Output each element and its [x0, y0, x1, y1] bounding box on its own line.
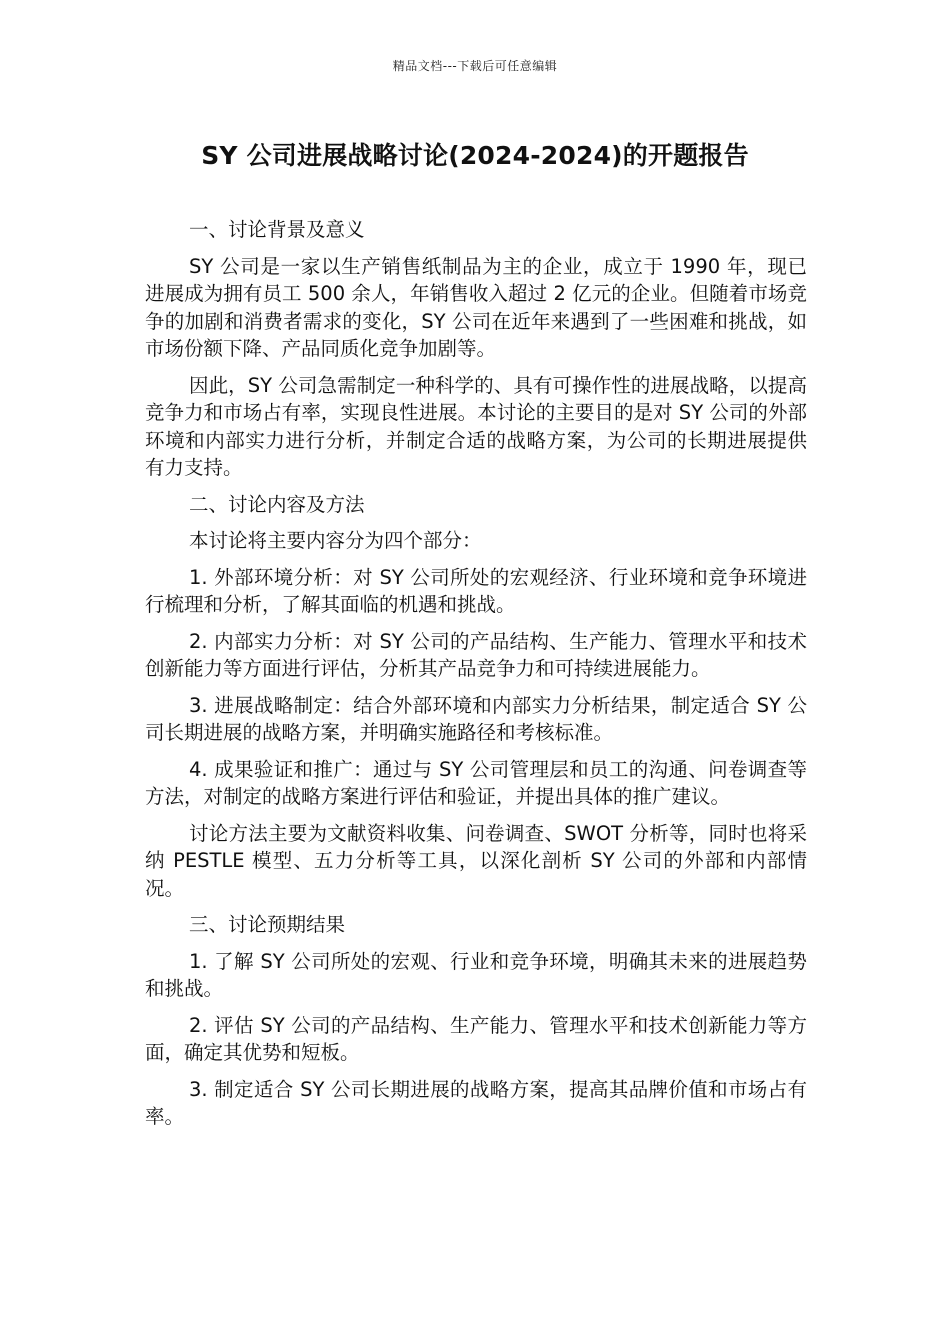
- section-3-item-1: 1. 了解 SY 公司所处的宏观、行业和竞争环境，明确其未来的进展趋势和挑战。: [145, 949, 807, 1000]
- document-title: SY 公司进展战略讨论(2024-2024)的开题报告: [201, 141, 749, 170]
- section-3-item-2: 2. 评估 SY 公司的产品结构、生产能力、管理水平和技术创新能力等方面，确定其优势和短板。: [145, 1013, 807, 1064]
- section-2-item-3: 3. 进展战略制定：结合外部环境和内部实力分析结果，制定适合 SY 公司长期进展的战略方案，并明确实施路径和考核标准。: [145, 693, 807, 744]
- section-2-item-1: 1. 外部环境分析：对 SY 公司所处的宏观经济、行业环境和竞争环境进行梳理和分析，了解其面临的机遇和挑战。: [145, 565, 807, 616]
- document-body: [145, 216, 807, 1140]
- section-1-heading: 一、讨论背景及意义: [189, 218, 365, 241]
- section-2-intro: 本讨论将主要内容分为四个部分：: [189, 529, 482, 552]
- section-3-heading: 三、讨论预期结果: [189, 913, 346, 936]
- section-2-item-4: 4. 成果验证和推广：通过与 SY 公司管理层和员工的沟通、问卷调查等方法，对制定的战略方案进行评估和验证，并提出具体的推广建议。: [145, 757, 807, 808]
- section-2-heading: 二、讨论内容及方法: [189, 492, 365, 516]
- section-2-methods: 讨论方法主要为文献资料收集、问卷调查、SWOT 分析等，同时也将采纳 PESTLE 模型、五力分析等工具，以深化剖析 SY 公司的外部和内部情况。: [145, 821, 807, 900]
- section-1-paragraph-1: SY 公司是一家以生产销售纸制品为主的企业，成立于 1990 年，现已进展成为拥有员工 500 余人，年销售收入超过 2 亿元的企业。但随着市场竞争的加剧和消费者需求的变化，SY 公司在近年来遇到了一些困难和挑战，如市场份额下降、产品同质化竞争加剧等。: [145, 254, 807, 360]
- section-2-item-2: 2. 内部实力分析：对 SY 公司的产品结构、生产能力、管理水平和技术创新能力等方面进行评估，分析其产品竞争力和可持续进展能力。: [145, 629, 807, 680]
- section-1-paragraph-2: 因此，SY 公司急需制定一种科学的、具有可操作性的进展战略，以提高竞争力和市场占有率，实现良性进展。本讨论的主要目的是对 SY 公司的外部环境和内部实力进行分析，并制定合适的战略方案，为公司的长期进展提供有力支持。: [145, 373, 807, 479]
- page-header-note: 精品文档---下载后可任意编辑: [392, 59, 558, 73]
- section-3-item-3: 3. 制定适合 SY 公司长期进展的战略方案，提高其品牌价值和市场占有率。: [145, 1077, 807, 1128]
